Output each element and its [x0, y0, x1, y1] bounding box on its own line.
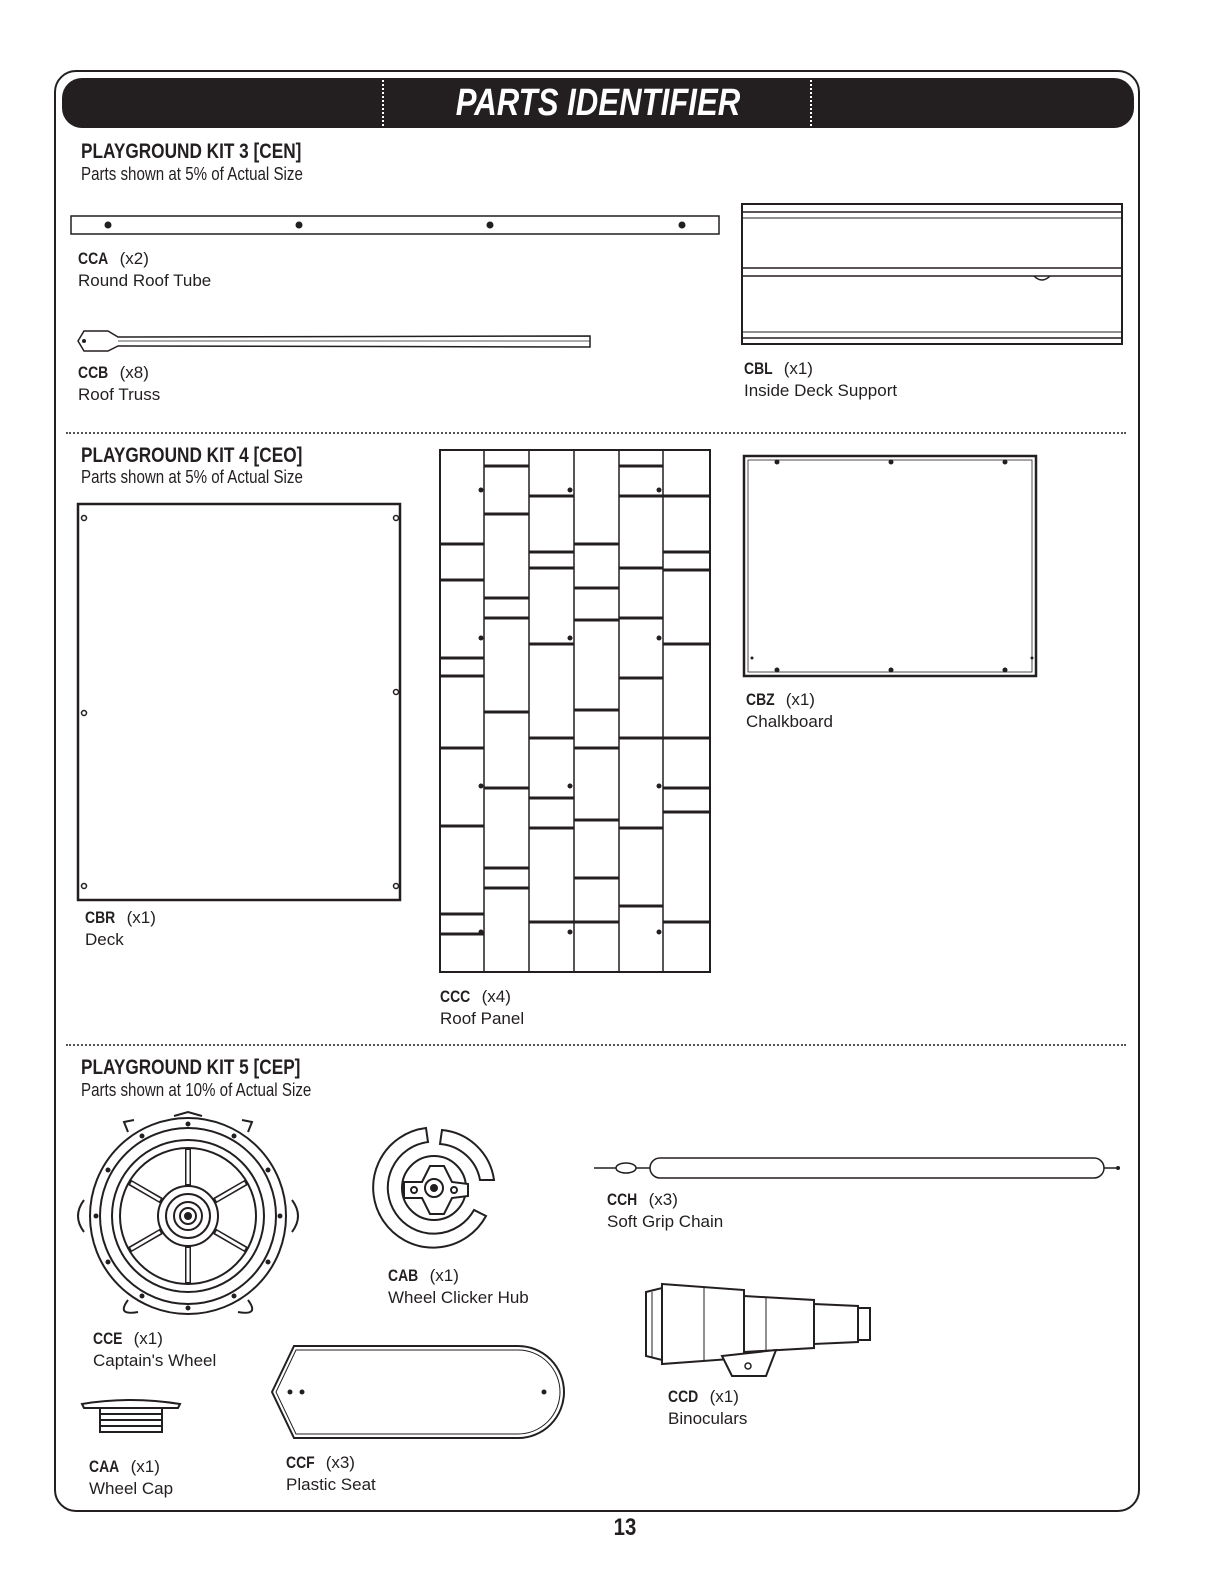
- part-name: Roof Panel: [440, 1009, 525, 1028]
- wheel-cap-drawing: [78, 1396, 186, 1438]
- part-code: CCB: [78, 363, 109, 382]
- page-number: 13: [613, 1514, 637, 1541]
- part-qty: (x1): [130, 1457, 160, 1476]
- part-name: Wheel Clicker Hub: [388, 1288, 529, 1307]
- part-qty: (x2): [119, 249, 149, 268]
- part-name: Captain's Wheel: [93, 1351, 217, 1370]
- part-name: Soft Grip Chain: [607, 1212, 724, 1231]
- part-cce-label: [93, 1328, 216, 1372]
- part-name: Binoculars: [668, 1409, 748, 1428]
- kit-5-subtitle: Parts shown at 10% of Actual Size: [81, 1080, 312, 1100]
- part-name: Inside Deck Support: [744, 381, 898, 400]
- kit-3-title: PLAYGROUND KIT 3 [CEN]: [81, 140, 302, 163]
- part-name: Roof Truss: [78, 385, 161, 404]
- part-ccb-label: [78, 362, 160, 406]
- part-cbz-label: [746, 689, 833, 733]
- part-qty: (x1): [785, 690, 815, 709]
- section-divider: [66, 432, 1126, 434]
- part-name: Plastic Seat: [286, 1475, 376, 1494]
- inside-deck-support-drawing: [740, 202, 1126, 348]
- part-code: CCE: [93, 1329, 123, 1348]
- kit-5-title: PLAYGROUND KIT 5 [CEP]: [81, 1056, 301, 1079]
- binoculars-drawing: [642, 1280, 878, 1384]
- part-ccf-label: [286, 1452, 376, 1496]
- page-title: PARTS IDENTIFIER: [455, 82, 741, 124]
- part-code: CCH: [607, 1190, 638, 1209]
- captains-wheel-drawing: [70, 1114, 306, 1320]
- part-qty: (x1): [429, 1266, 459, 1285]
- part-cca-label: [78, 248, 211, 292]
- part-ccd-label: [668, 1386, 747, 1430]
- banner-divider: [810, 80, 812, 126]
- part-qty: (x1): [783, 359, 813, 378]
- plastic-seat-drawing: [268, 1342, 572, 1442]
- part-name: Deck: [85, 930, 124, 949]
- banner-divider: [382, 80, 384, 126]
- header-banner: [62, 78, 1134, 128]
- part-cbr-label: [85, 907, 156, 951]
- part-qty: (x4): [481, 987, 511, 1006]
- part-code: CBL: [744, 359, 773, 378]
- part-name: Round Roof Tube: [78, 271, 212, 290]
- round-roof-tube-drawing: [70, 214, 722, 238]
- part-name: Chalkboard: [746, 712, 833, 731]
- roof-truss-drawing: [76, 328, 596, 354]
- part-qty: (x1): [133, 1329, 163, 1348]
- part-qty: (x3): [648, 1190, 678, 1209]
- deck-drawing: [76, 502, 404, 904]
- section-divider: [66, 1044, 1126, 1046]
- kit-4-title: PLAYGROUND KIT 4 [CEO]: [81, 444, 303, 467]
- part-name: Wheel Cap: [89, 1479, 174, 1498]
- part-cbl-label: [744, 358, 897, 402]
- chalkboard-drawing: [742, 454, 1040, 680]
- part-code: CAA: [89, 1457, 120, 1476]
- part-code: CAB: [388, 1266, 419, 1285]
- part-code: CCA: [78, 249, 109, 268]
- soft-grip-chain-drawing: [592, 1154, 1124, 1182]
- part-code: CCC: [440, 987, 471, 1006]
- part-qty: (x3): [325, 1453, 355, 1472]
- roof-panel-drawing: [438, 448, 714, 976]
- part-qty: (x1): [126, 908, 156, 927]
- part-code: CCD: [668, 1387, 699, 1406]
- part-caa-label: [89, 1456, 173, 1500]
- part-code: CBZ: [746, 690, 775, 709]
- part-cab-label: [388, 1265, 529, 1309]
- wheel-clicker-hub-drawing: [370, 1124, 502, 1254]
- part-code: CBR: [85, 908, 116, 927]
- part-ccc-label: [440, 986, 524, 1030]
- part-qty: (x8): [119, 363, 149, 382]
- kit-4-subtitle: Parts shown at 5% of Actual Size: [81, 467, 303, 487]
- part-qty: (x1): [709, 1387, 739, 1406]
- kit-3-subtitle: Parts shown at 5% of Actual Size: [81, 164, 303, 184]
- part-cch-label: [607, 1189, 723, 1233]
- part-code: CCF: [286, 1453, 315, 1472]
